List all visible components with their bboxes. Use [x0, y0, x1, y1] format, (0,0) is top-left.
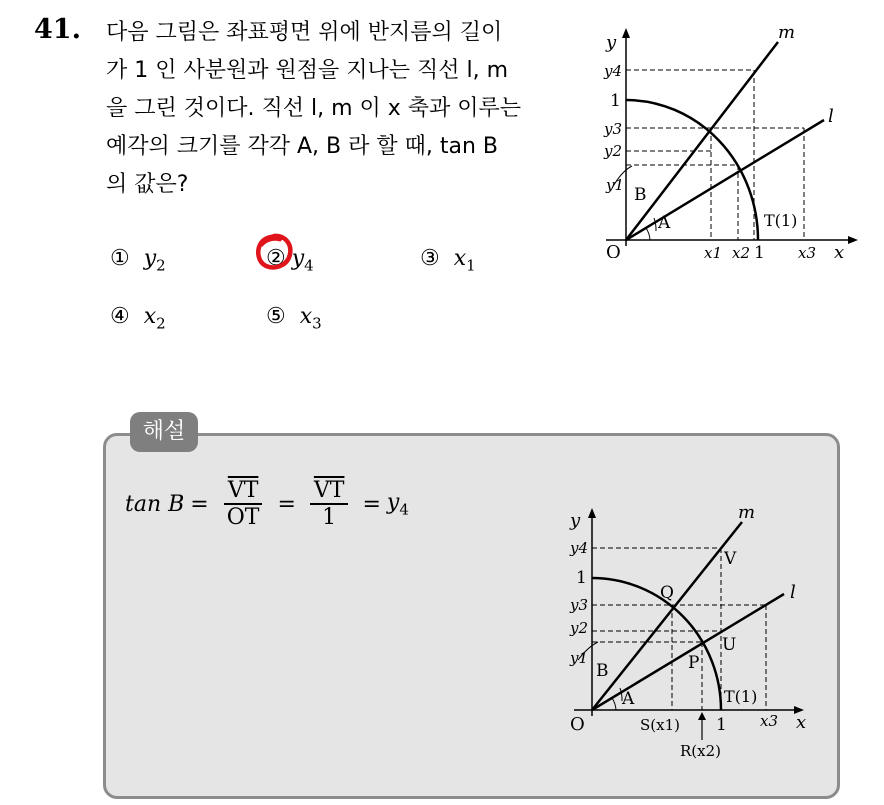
- y-axis-arrow-2: [588, 508, 596, 518]
- result-sub: 4: [399, 500, 409, 519]
- tan-b: tan B: [125, 491, 185, 517]
- question-text: [106, 14, 576, 204]
- label-y3: y3: [604, 120, 623, 138]
- label-origin: O: [606, 242, 621, 258]
- choice-3-sub: 1: [466, 256, 476, 275]
- solution-tab: 해설: [130, 412, 198, 452]
- question-line-2: 가 1 인 사분원과 원점을 지나는 직선 l, m: [106, 58, 509, 83]
- angle-a-arc: [646, 228, 650, 240]
- choice-4-sub: 2: [156, 314, 166, 333]
- y-axis-arrow: [622, 28, 630, 38]
- label-one-y-2: 1: [576, 568, 587, 588]
- equals-1: =: [190, 491, 209, 517]
- angle-b-arc: [654, 218, 656, 231]
- label-m-2: m: [738, 502, 756, 523]
- choice-1-sub: 2: [156, 256, 166, 275]
- label-v: V: [724, 549, 737, 569]
- label-y-axis: y: [606, 32, 617, 53]
- vt-numerator-1: $\overline{VT}$: [227, 478, 259, 503]
- label-one-x: 1: [754, 243, 765, 258]
- label-y1-2: y1: [570, 649, 589, 667]
- label-y4-2: y4: [570, 539, 589, 557]
- choice-2-var: y: [291, 246, 305, 271]
- ot-denominator: OT: [226, 505, 260, 530]
- label-l: l: [828, 106, 834, 127]
- label-angle-a-2: A: [622, 689, 635, 709]
- solution-equation: [125, 478, 409, 530]
- choice-5-sub: 3: [312, 314, 322, 333]
- choice-4-number: ④: [110, 304, 130, 329]
- label-x2: x2: [732, 244, 751, 258]
- angle-a-arc-2: [612, 698, 616, 710]
- fraction-vt-ot: [223, 478, 264, 530]
- question-line-5: 의 값은?: [106, 172, 189, 197]
- choice-5-var: x: [299, 304, 313, 329]
- label-m: m: [778, 22, 796, 43]
- choice-1-var: y: [143, 246, 157, 271]
- choice-5[interactable]: [266, 304, 322, 332]
- choice-2-sub: 4: [304, 256, 314, 275]
- label-y1: y1: [606, 176, 625, 194]
- label-y3-2: y3: [570, 596, 589, 614]
- label-one-y: 1: [610, 91, 621, 111]
- solution-figure: [556, 500, 826, 762]
- label-l-2: l: [790, 582, 796, 603]
- label-y4: y4: [604, 62, 623, 80]
- r-arrow-head: [698, 712, 706, 720]
- label-one-x-2: 1: [716, 715, 727, 735]
- choice-1[interactable]: [110, 246, 166, 274]
- figure-1-axes: [606, 32, 854, 246]
- label-angle-b: B: [634, 185, 647, 205]
- choice-2-number: ②: [266, 246, 286, 271]
- choice-4[interactable]: [110, 304, 166, 332]
- label-y2: y2: [604, 142, 623, 160]
- choice-3[interactable]: [420, 246, 476, 274]
- question-line-1: 다음 그림은 좌표평면 위에 반지름의 길이: [106, 20, 503, 45]
- equals-2: =: [277, 491, 296, 517]
- label-x-axis-2: x: [796, 712, 807, 733]
- label-y2-2: y2: [570, 619, 589, 637]
- question-line-4: 예각의 크기를 각각 A, B 라 할 때, tan B: [106, 134, 498, 159]
- label-s: S(x1): [640, 716, 680, 734]
- fraction-vt-one: [310, 478, 349, 530]
- label-x1: x1: [704, 244, 723, 258]
- label-t-2: T(1): [724, 687, 758, 706]
- x-axis-arrow: [848, 236, 858, 244]
- label-angle-a: A: [658, 213, 671, 233]
- choice-1-number: ①: [110, 246, 130, 271]
- line-m-2: [592, 522, 742, 710]
- label-q: Q: [660, 583, 674, 603]
- equals-3: =: [362, 491, 381, 517]
- choice-4-var: x: [143, 304, 157, 329]
- label-x3-2: x3: [760, 712, 779, 730]
- one-denominator: 1: [322, 505, 337, 530]
- vt-numerator-2: $\overline{VT}$: [313, 478, 345, 503]
- question-line-3: 을 그린 것이다. 직선 l, m 이 x 축과 이루는: [106, 96, 522, 121]
- label-angle-b-2: B: [596, 661, 609, 681]
- label-origin-2: O: [570, 714, 585, 735]
- label-r: R(x2): [680, 742, 722, 760]
- result-var: y: [386, 489, 400, 515]
- choice-5-number: ⑤: [266, 304, 286, 329]
- label-t: T(1): [764, 211, 798, 230]
- figure-2-dashes: [592, 548, 766, 710]
- label-x3: x3: [798, 244, 817, 258]
- question-number: 41.: [34, 14, 81, 45]
- answer-mark-circle: [254, 232, 294, 272]
- label-x-axis: x: [834, 242, 845, 258]
- label-y-axis-2: y: [570, 510, 581, 531]
- label-u: U: [722, 635, 737, 655]
- result: [387, 490, 409, 518]
- choice-3-var: x: [453, 246, 467, 271]
- choice-3-number: ③: [420, 246, 440, 271]
- question-figure: [586, 18, 876, 258]
- label-p: P: [688, 653, 700, 673]
